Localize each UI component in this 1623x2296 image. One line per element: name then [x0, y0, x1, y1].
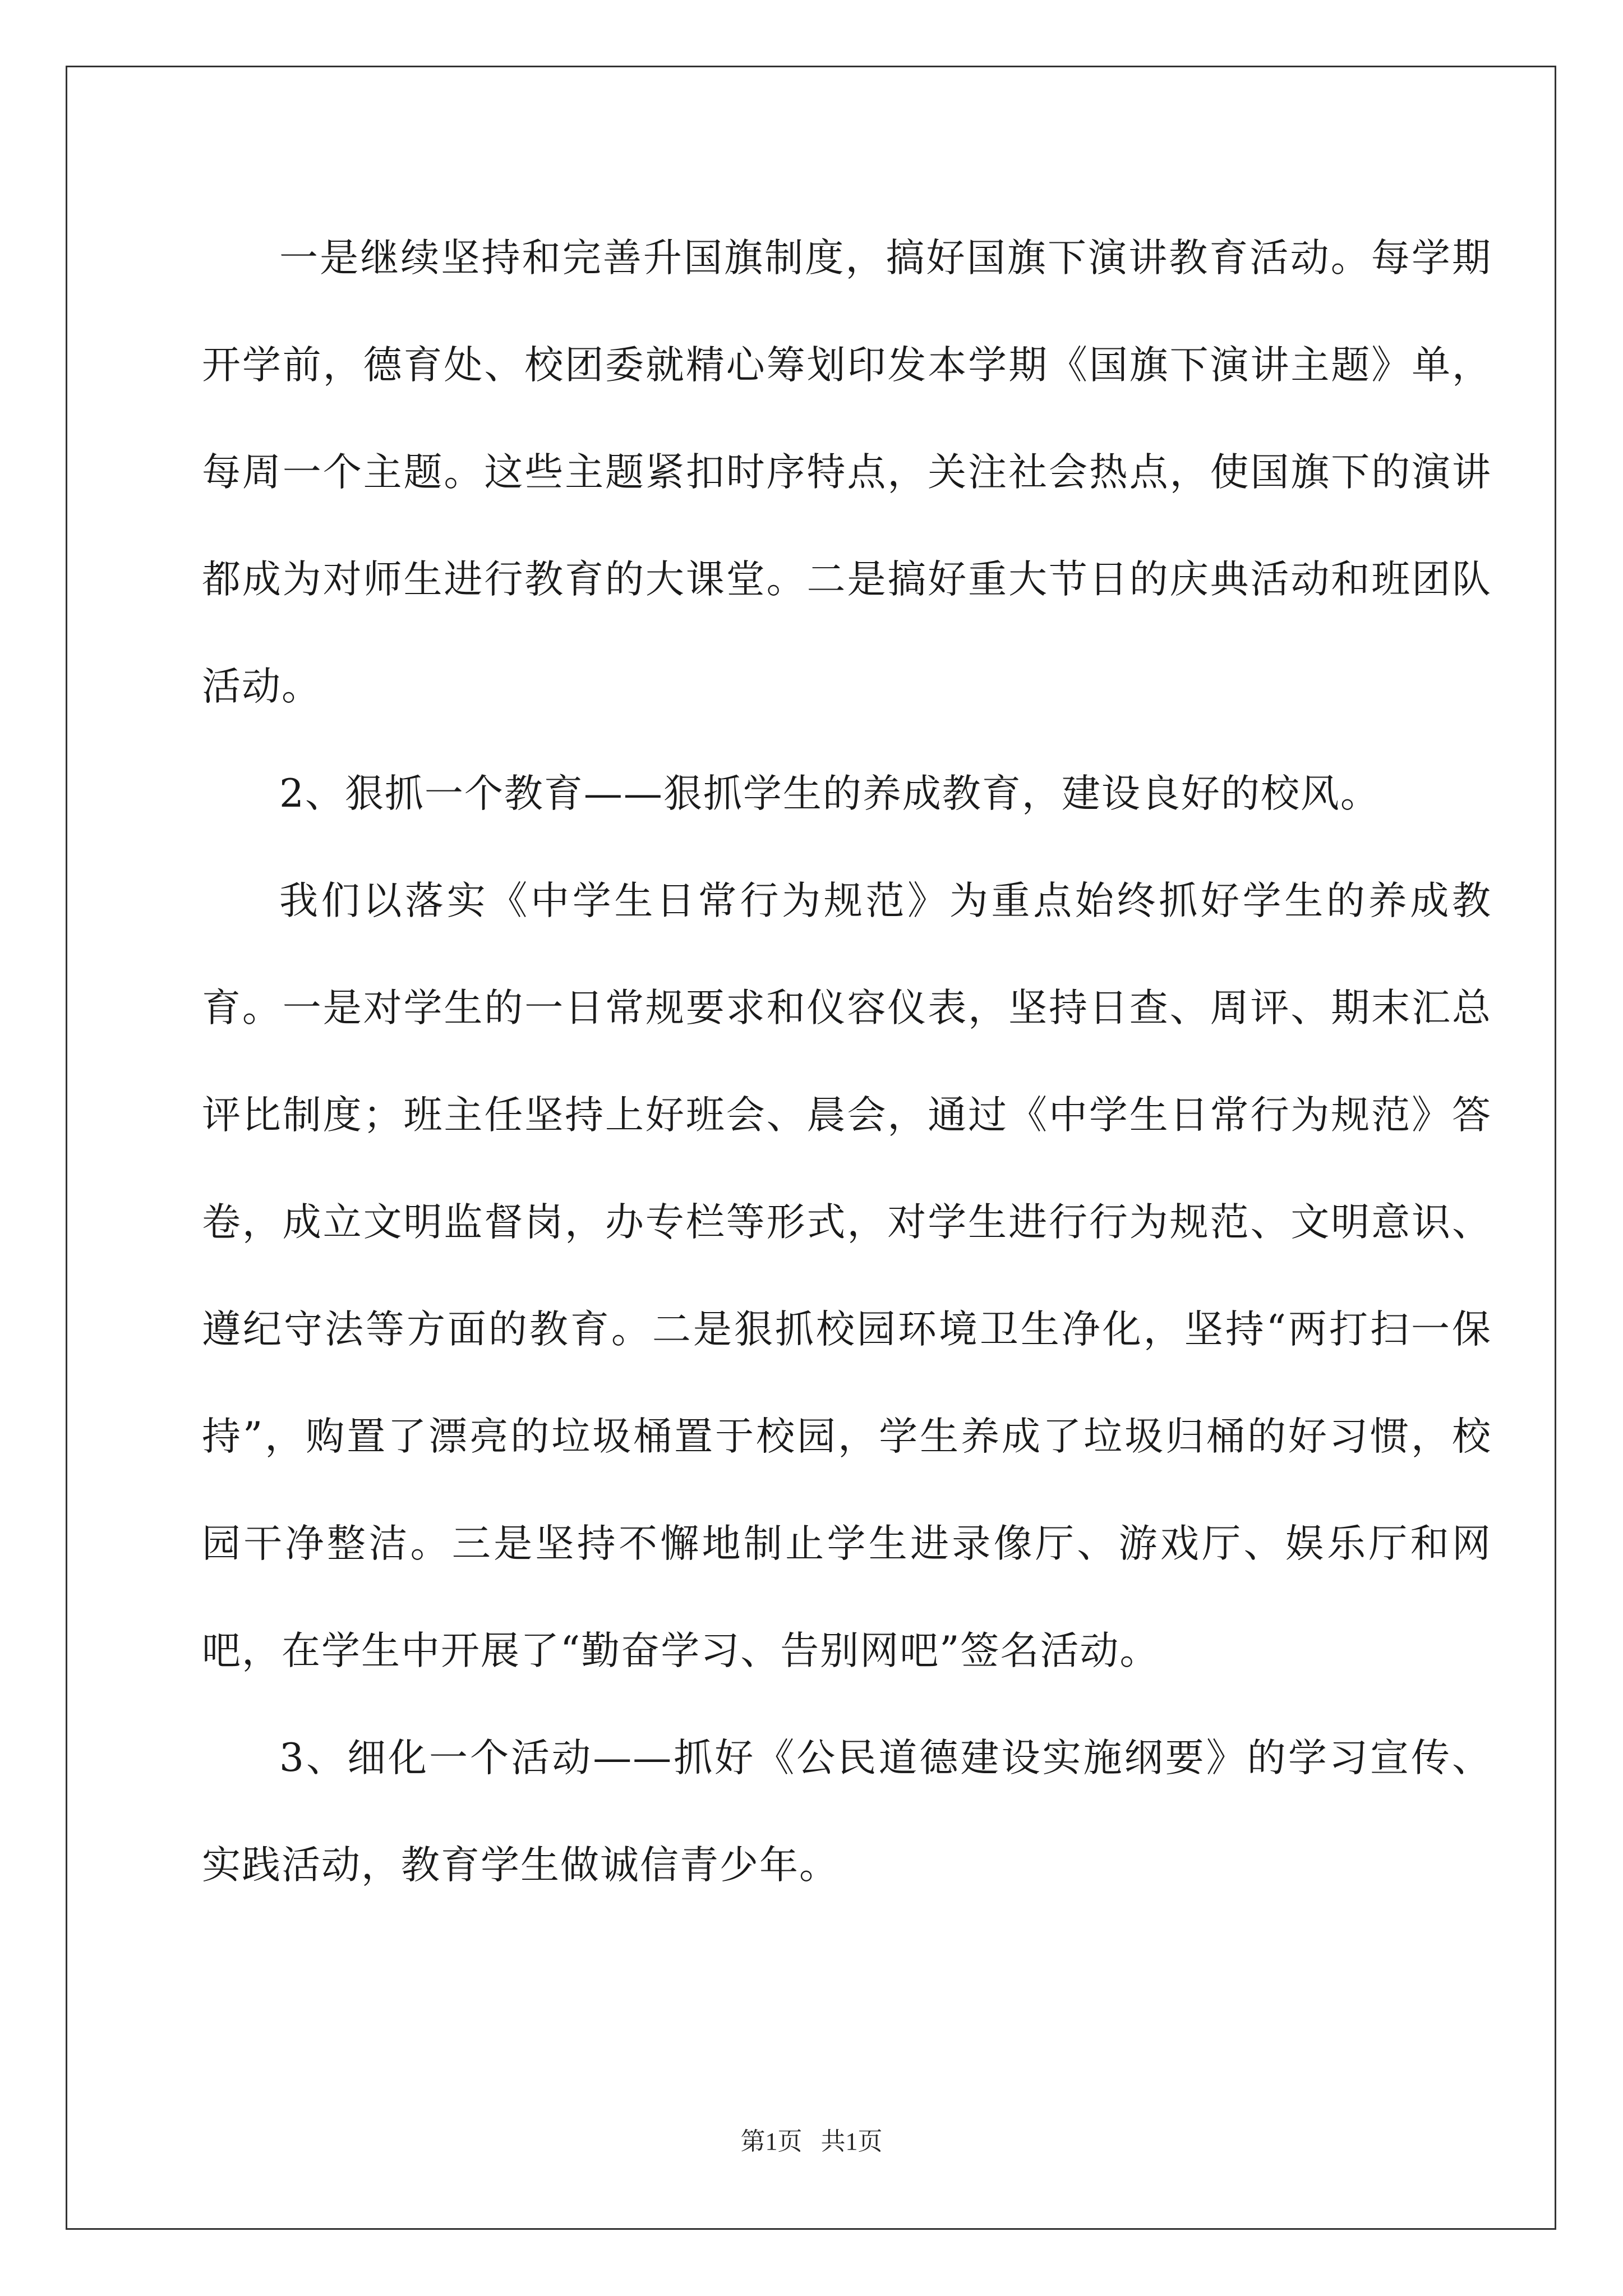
paragraph-4: 3、细化一个活动——抓好《公民道德建设实施纲要》的学习宣传、实践活动，教育学生做诚信青少年。: [202, 1736, 1492, 1888]
page-number: 第1页: [740, 2128, 803, 2155]
page-total: 共1页: [820, 2128, 883, 2155]
paragraph-1: 一是继续坚持和完善升国旗制度，搞好国旗下演讲教育活动。每学期开学前，德育处、校团委就精心筹划印发本学期《国旗下演讲主题》单，每周一个主题。这些主题紧扣时序特点，关注社会热点，使国旗下的演讲都成为对师生进行教育的大课堂。二是搞好重大节日的庆典活动和班团队活动。: [202, 236, 1492, 709]
page-footer: [0, 2126, 1623, 2157]
paragraph-2: 2、狠抓一个教育——狠抓学生的养成教育，建设良好的校风。: [279, 771, 1380, 816]
document-body: [202, 205, 1492, 1919]
paragraph-3: 我们以落实《中学生日常行为规范》为重点始终抓好学生的养成教育。一是对学生的一日常规要求和仪容仪表，坚持日查、周评、期末汇总评比制度；班主任坚持上好班会、晨会，通过《中学生日常行为规范》答卷，成立文明监督岗，办专栏等形式，对学生进行行为规范、文明意识、遵纪守法等方面的教育。二是狠抓校园环境卫生净化，坚持“两打扫一保持”，购置了漂亮的垃圾桶置于校园，学生养成了垃圾归桶的好习惯，校园干净整洁。三是坚持不懈地制止学生进录像厅、游戏厅、娱乐厅和网吧，在学生中开展了“勤奋学习、告别网吧”签名活动。: [202, 878, 1492, 1673]
